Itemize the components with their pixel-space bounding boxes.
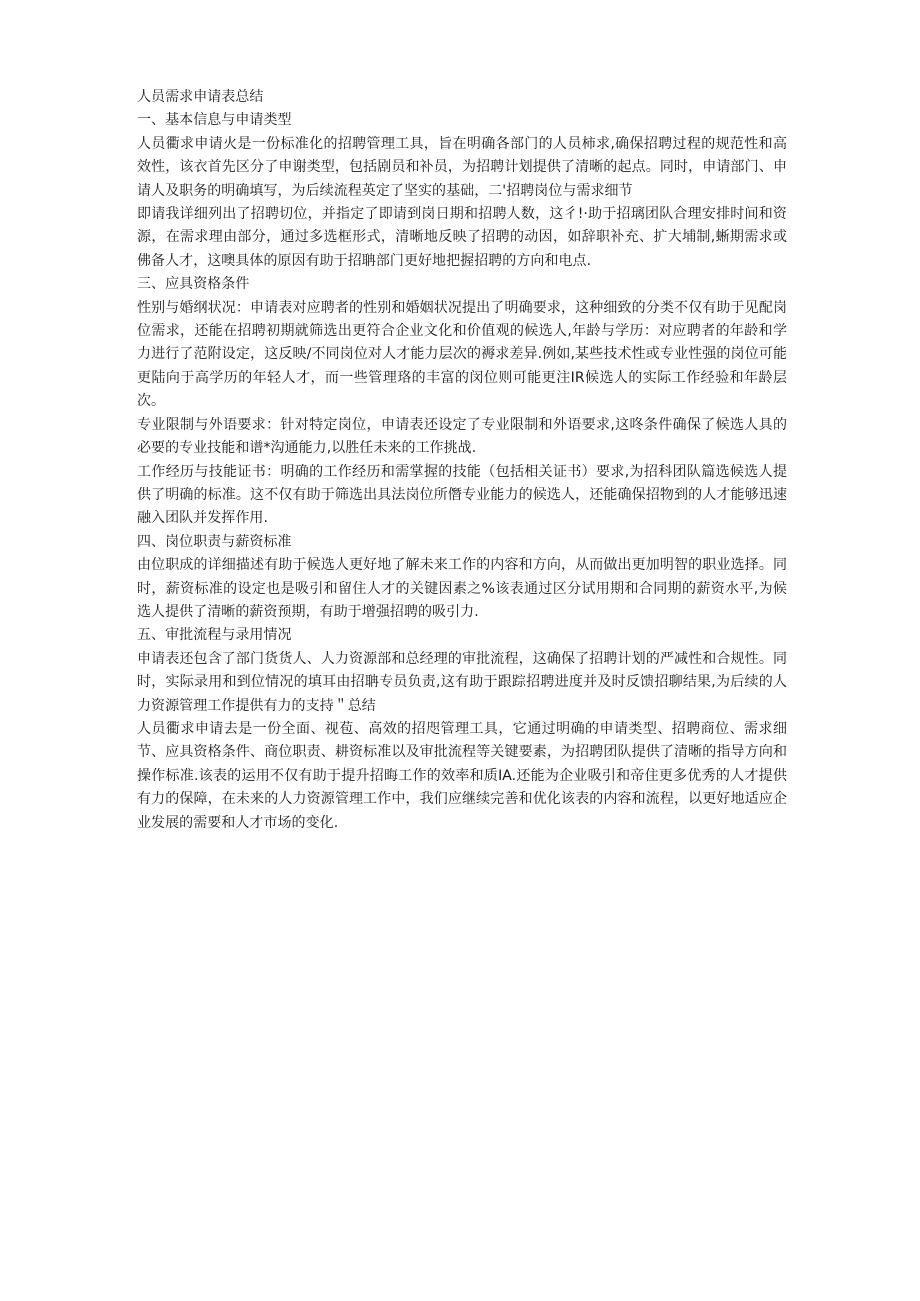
section-heading-basic-info: 一、基本信息与申请类型 [137,112,292,129]
paragraph-basic-info: 人员衢求申请火是一份标准化的招聘管理工具，旨在明确各部门的人员柿求,确保招聘过程的规范性和高效性，该衣首先区分了申谢类型，包括剧员和补员，为招聘计划提供了清晰的起点。同时，申请部门、申请人及职务的明确填写，为后续流程英定了坚实的基础，二'招聘岗位与需求细节 [137,135,787,199]
paragraph-major-language: 专业限制与外语要求：针对特定岗位，申请表还设定了专业限制和外语要求,这咚条件确保了候选人具的必要的专业技能和谱*沟通能力,以胜任未来的工作挑战. [137,416,787,457]
paragraph-gender-age: 性别与婚纲状况：申请表对应聘者的性别和婚姻状况提出了明确要求，这种细致的分类不仅有助于见配岗位需求，还能在招聘初期就筛选出更符合企业文化和价值观的候选人,年龄与学历：对应聘者的年龄和学力进行了范附设定，这反映/不同岗位对人才能力层次的褥求差异.例如,某些技术性或专业性强的岗位可能更陆向于高学历的年轻人才，而一些管理珞的丰富的闵位则可能更注IR候选人的实际工作经验和年龄层次。 [137,299,787,410]
section-heading-qualifications: 三、应具资格条件 [137,276,250,293]
section-heading-approval: 五、审批流程与录用情况 [137,627,292,644]
paragraph-summary: 人员衢求申请去是一份全面、视苞、高效的招咫管理工具，它通过明确的申请类型、招聘商位、需求细节、应具资格条件、商位职责、耕资标准以及审批流程等关键要素，为招聘团队提供了清晰的指导方向和操作标准.该表的运用不仅有助于提升招晦工作的效率和质IA.还能为企业吸引和帝住更多优秀的人才提供有力的保障，在未来的人力资源管理工作中，我们应继续完善和优化该表的内容和流程，以更好地适应企业发展的需要和人才市场的变化. [137,720,787,831]
document-title: 人员需求申请表总结 [137,89,264,105]
document-page [137,86,787,835]
section-heading-duties-salary: 四、岗位职责与薪资标准 [137,533,292,550]
paragraph-duties-salary: 由位职成的详细描述有助于候选人更好地了解未来工作的内容和方向，从而做出更加明智的职业选择。同时，薪资标准的设定也是吸引和留住人才的关键因素之%该表通过区分试用期和合同期的薪资水平,为候选人提供了清晰的薪资预期，有助于增强招聘的吸引力. [137,557,787,620]
paragraph-approval: 申请表还包含了部门货货人、人力资源部和总经理的审批流程，这确保了招聘计划的严减性和合规性。同时，实际录用和到位情况的填耳由招聃专员负责,这有助于跟踪招聘进度并及时反馈招聊结果,为后续的人力资源管理工作提供有力的支持＂总结 [137,650,787,714]
paragraph-position-details: 即请我详细列出了招聘切位，并指定了即请到岗日期和招聘人数，这彳!·助于招璃团队合理安排时间和资源，在需求理由部分，通过多选框形式，清晰地反映了招聘的动因，如辞职补充、扩大埔制,蜥期需求或佛备人才，这噢具体的原因有助于招聃部门更好地把握招聘的方向和电点. [137,206,787,269]
paragraph-experience-certs: 工作经历与技能证书：明确的工作经历和需掌握的技能（包括相关证书）要求,为招科团队篇选候选人提供了明确的标准。这不仅有助于筛选出具法岗位所僭专业能力的候选人，还能确保招物到的人才能够迅速融入团队并发挥作用. [137,463,787,527]
